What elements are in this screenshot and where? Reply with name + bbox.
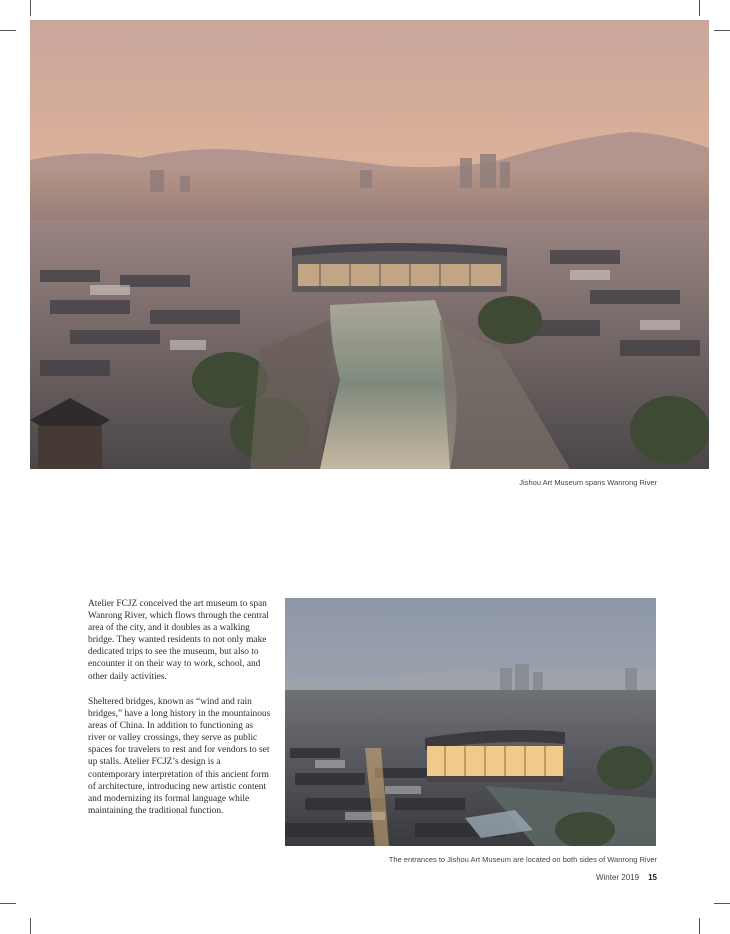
crop-mark: [714, 903, 730, 904]
crop-mark: [30, 0, 31, 16]
crop-mark: [699, 918, 700, 934]
body-paragraph: Atelier FCJZ conceived the art museum to span Wanrong River, which flows through the central area of the city, and it doubles as a walking bridge. They wanted residents to not only make dedicated trips to see the museum, but also to encounter it on their way to work, school, and other daily activities.: [88, 599, 269, 682]
issue-label: Winter 2019: [595, 873, 640, 882]
crop-mark: [0, 30, 16, 31]
crop-mark: [0, 903, 16, 904]
crop-mark: [714, 30, 730, 31]
museum-aerial-photo: [30, 20, 709, 469]
page-footer: [596, 873, 657, 882]
crop-mark: [699, 0, 700, 16]
top-photo-caption: Jishou Art Museum spans Wanrong River: [519, 478, 657, 487]
bottom-photo-caption: The entrances to Jishou Art Museum are located on both sides of Wanrong River: [388, 855, 657, 864]
body-paragraph: Sheltered bridges, known as “wind and rain bridges,” have a long history in the mountainous areas of China. In addition to functioning as river or valley crossings, they serve as public spaces for travelers to rest and for vendors to set up stalls. Atelier FCJZ’s design is a contemporary interpretation of this ancient form of architecture, introducing new artistic content and modernizing its formal language while maintaining the traditional function.: [88, 697, 271, 816]
crop-mark: [30, 918, 31, 934]
page-number: 15: [648, 873, 657, 882]
museum-dusk-photo: [285, 598, 656, 846]
